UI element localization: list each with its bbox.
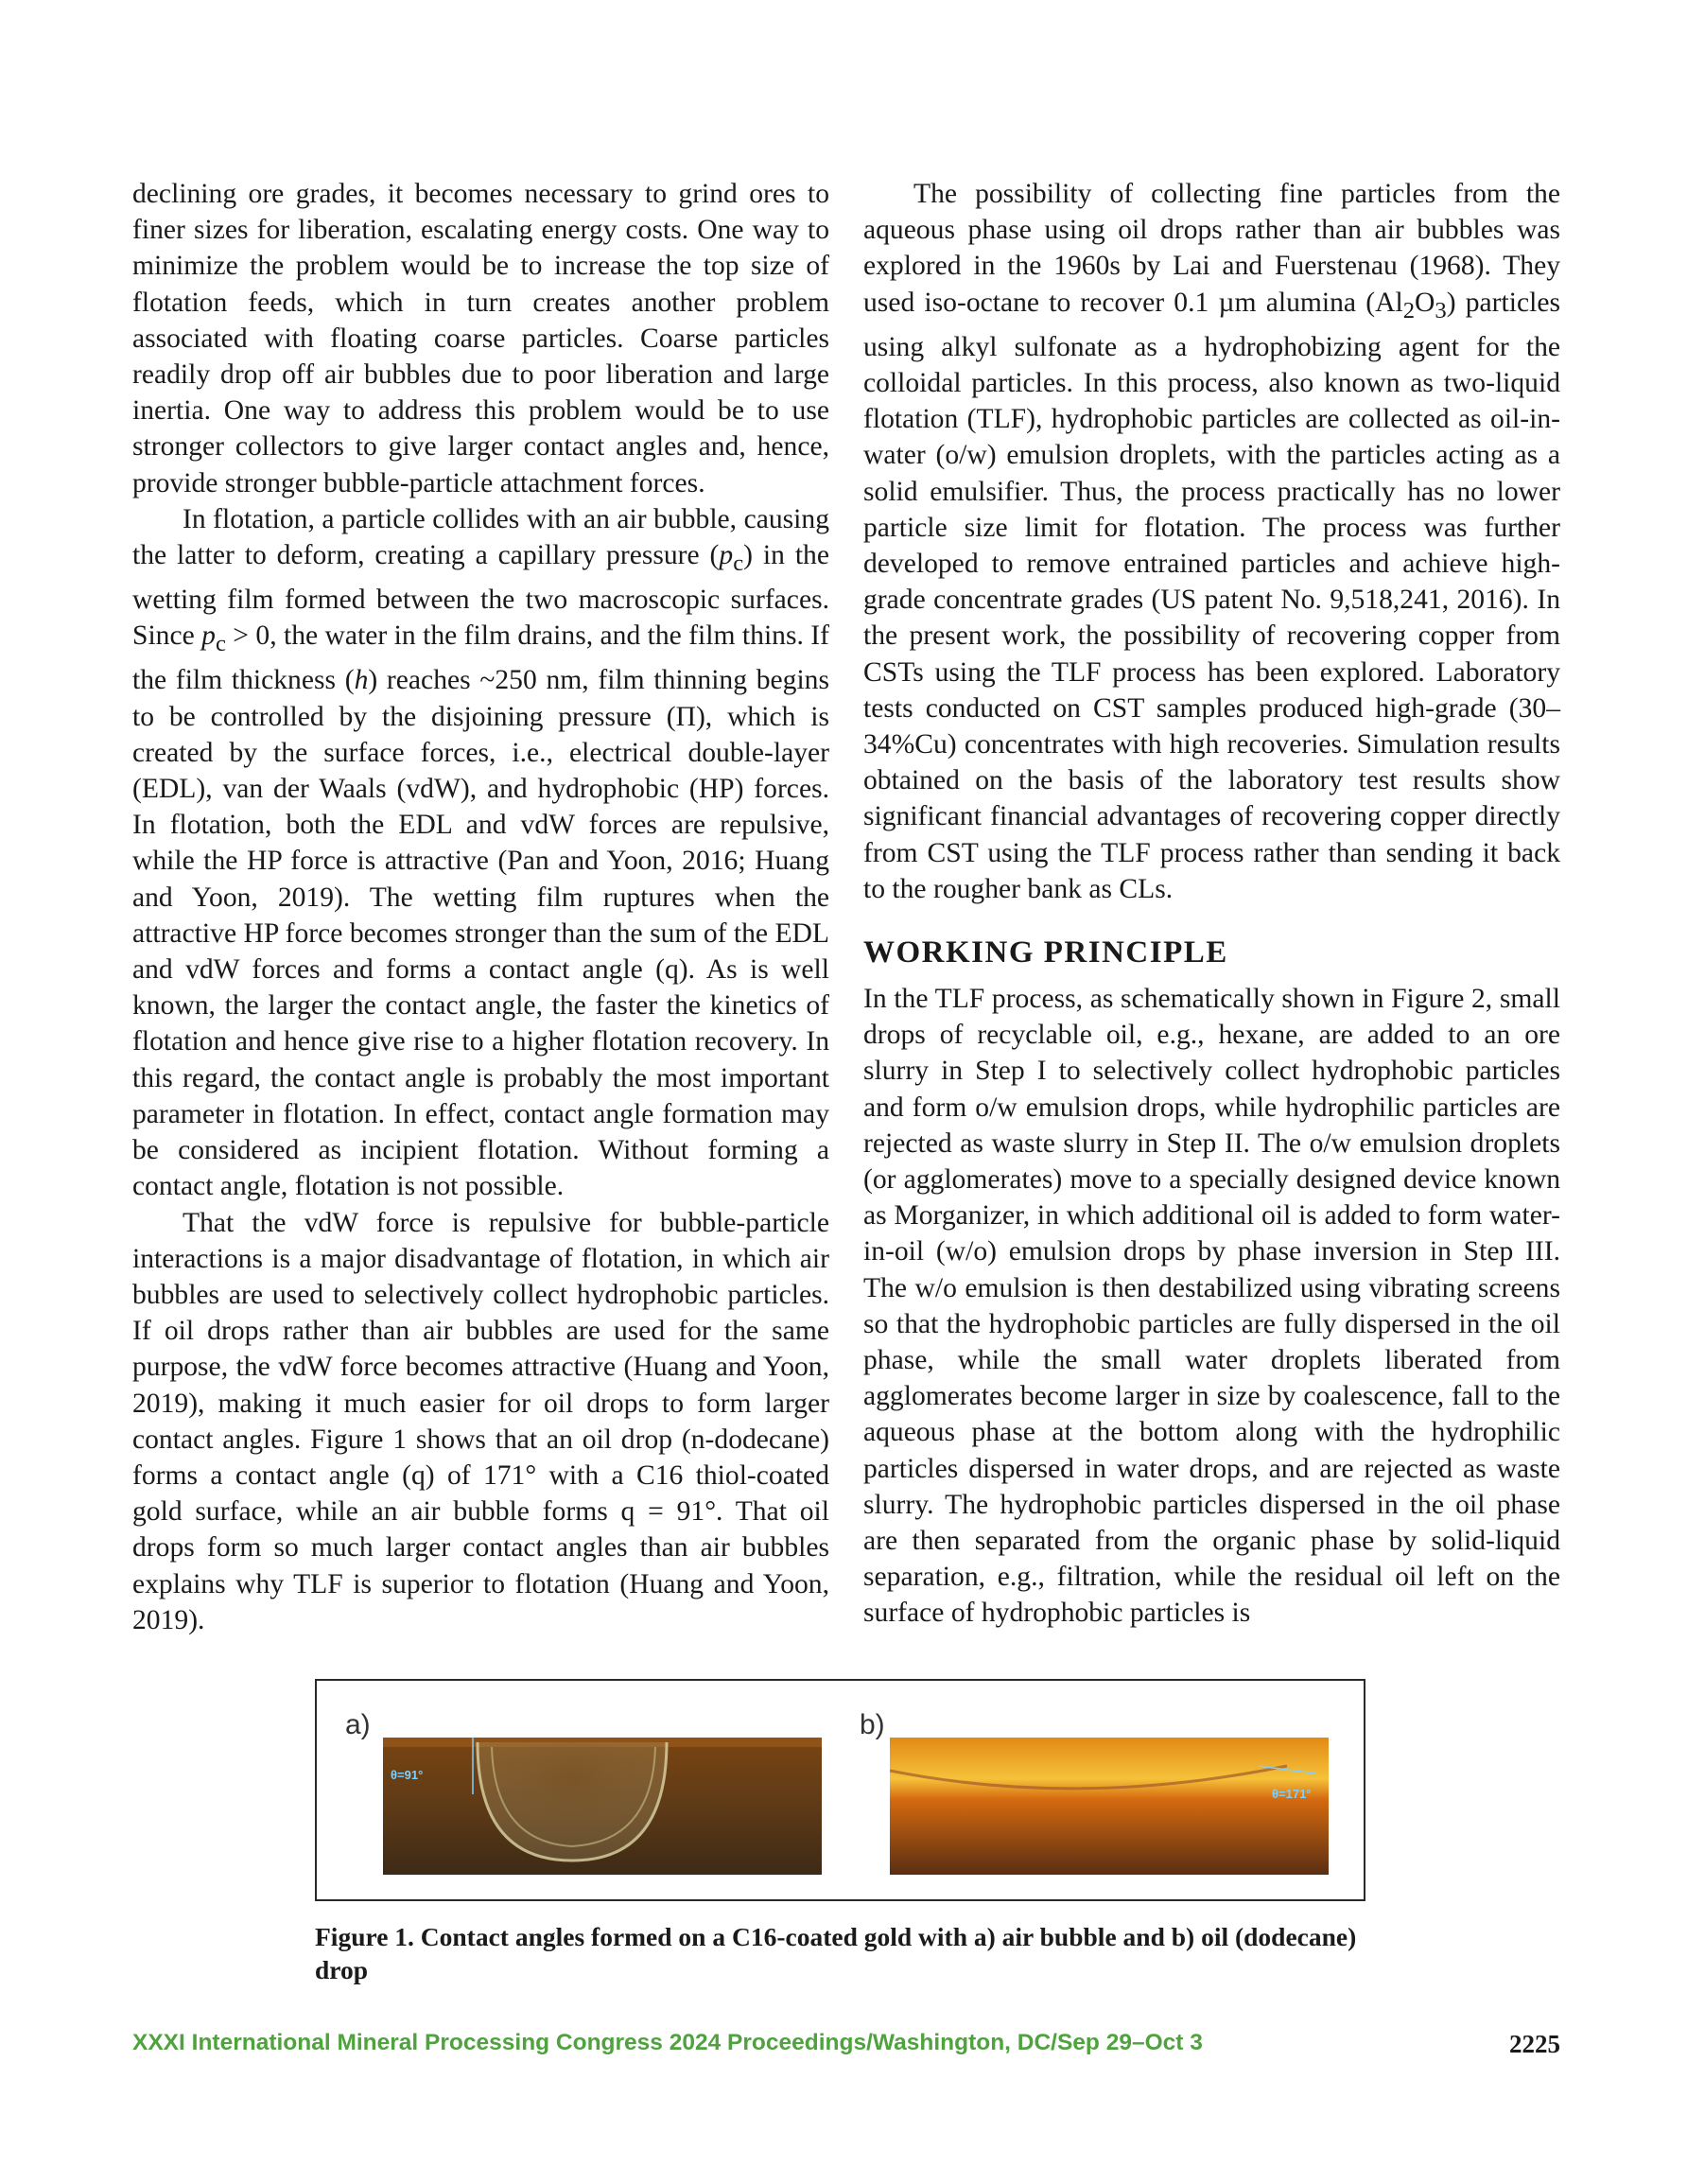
paragraph: In flotation, a particle collides with an air bubble, causing the latter to deform, creating a capillary pressure $(p_c)$ in the wetting film formed between the two macroscopic surfaces. Since $p_c > 0$, the water in the film drains, and the film thins. If the film thickness (h) reaches ~250 nm, film thinning begins to be controlled by the disjoining pressure (Π), which is created by the surface forces, i.e., electrical double-layer (EDL), van der Waals (vdW), and hydrophobic (HP) forces. In flotation, both the EDL and vdW forces are repulsive, while the HP force is attractive (Pan and Yoon, 2016; Huang and Yoon, 2019). The wetting film ruptures when the attractive HP force becomes stronger than the sum of the EDL and vdW forces and forms a contact angle (q). As is well known, the larger the contact angle, the faster the kinetics of flotation and hence give rise to a higher flotation recovery. In this regard, the contact angle is probably the most important parameter in flotation. In effect, contact angle formation may be considered as incipient flotation. Without forming a contact angle, flotation is not possible. (132, 503, 829, 1202)
footer-text: XXXI International Mineral Processing Congress 2024 Proceedings/Washington, DC/Sep 29–Oct 3 (132, 2030, 1203, 2055)
paragraph: The possibility of collecting fine particles from the aqueous phase using oil drops rather than air bubbles was explored in the 1960s by Lai and Fuerstenau (1968). They used iso-octane to recover 0.1 µm alumina $(Al_2O_3)$ particles using alkyl sulfonate as a hydrophobizing agent for the colloidal particles. In this process, also known as two-liquid flotation (TLF), hydrophobic particles are collected as oil-in-water (o/w) emulsion droplets, with the particles acting as a solid emulsifier. Thus, the process practically has no lower particle size limit for flotation. The process was further developed to remove entrained particles and achieve high-grade concentrate grades (US patent No. 9,518,241, 2016). In the present work, the possibility of recovering copper from CSTs using the TLF process has been explored. Laboratory tests conducted on CST samples produced high-grade (30–34%Cu) concentrates with high recoveries. Simulation results obtained on the basis of the laboratory test results show significant financial advantages of recovering copper directly from CST using the TLF process rather than sending it back to the rougher bank as CLs. (863, 179, 1560, 904)
paragraph: In the TLF process, as schematically shown in Figure 2, small drops of recyclable oil, e.g., hexane, are added to an ore slurry in Step I to selectively collect hydrophobic particles and form o/w emulsion drops, while hydrophilic particles are rejected as waste slurry in Step II. The o/w emulsion droplets (or agglomerates) move to a specially designed device known as Morganizer, in which additional oil is added to form water-in-oil (w/o) emulsion drops by phase inversion in Step III. The w/o emulsion is then destabilized using vibrating screens so that the hydrophobic particles are fully dispersed in the oil phase, while the small water droplets liberated from agglomerates become larger in size by coalescence, fall to the aqueous phase at the bottom along with the hydrophilic particles dispersed in water drops, and are rejected as waste slurry. The hydrophobic particles dispersed in the oil phase are then separated from the organic phase by solid-liquid separation, e.g., filtration, while the residual oil left on the surface of hydrophobic particles is (863, 983, 1560, 1629)
air-bubble-photo (383, 1738, 822, 1875)
right-column (863, 176, 1560, 1632)
angle-b-label: θ=171° (1272, 1787, 1312, 1801)
page-number: 2225 (1509, 2030, 1560, 2058)
section-heading: WORKING PRINCIPLE (863, 935, 1228, 970)
oil-drop-photo (890, 1738, 1329, 1875)
panel-a-label: a) (345, 1709, 371, 1740)
paragraph: That the vdW force is repulsive for bubble-particle interactions is a major disadvantage of flotation, in which air bubbles are used to selectively collect hydrophobic particles. If oil drops rather than air bubbles are used for the same purpose, the vdW force becomes attractive (Huang and Yoon, 2019), making it much easier for oil drops to form larger contact angles. Figure 1 shows that an oil drop (n-dodecane) forms a contact angle (q) of 171° with a C16 thiol-coated gold surface, while an air bubble forms q = 91°. That oil drops form so much larger contact angles than air bubbles explains why TLF is superior to flotation (Huang and Yoon, 2019). (132, 1207, 829, 1635)
figure-1 (315, 1679, 1365, 1901)
left-column (132, 176, 829, 1638)
figure-caption: Figure 1. Contact angles formed on a C16-coated gold with a) air bubble and b) oil (dodecane) drop (315, 1922, 1357, 1984)
panel-b-label: b) (860, 1709, 885, 1740)
page-footer (132, 2030, 1560, 2064)
angle-a-label: θ=91° (391, 1768, 424, 1782)
paragraph: declining ore grades, it becomes necessary to grind ores to finer sizes for liberation, escalating energy costs. One way to minimize the problem would be to increase the top size of flotation feeds, which in turn creates another problem associated with floating coarse particles. Coarse particles readily drop off air bubbles due to poor liberation and large inertia. One way to address this problem would be to use stronger collectors to give larger contact angles and, hence, provide stronger bubble-particle attachment forces. (132, 179, 829, 498)
